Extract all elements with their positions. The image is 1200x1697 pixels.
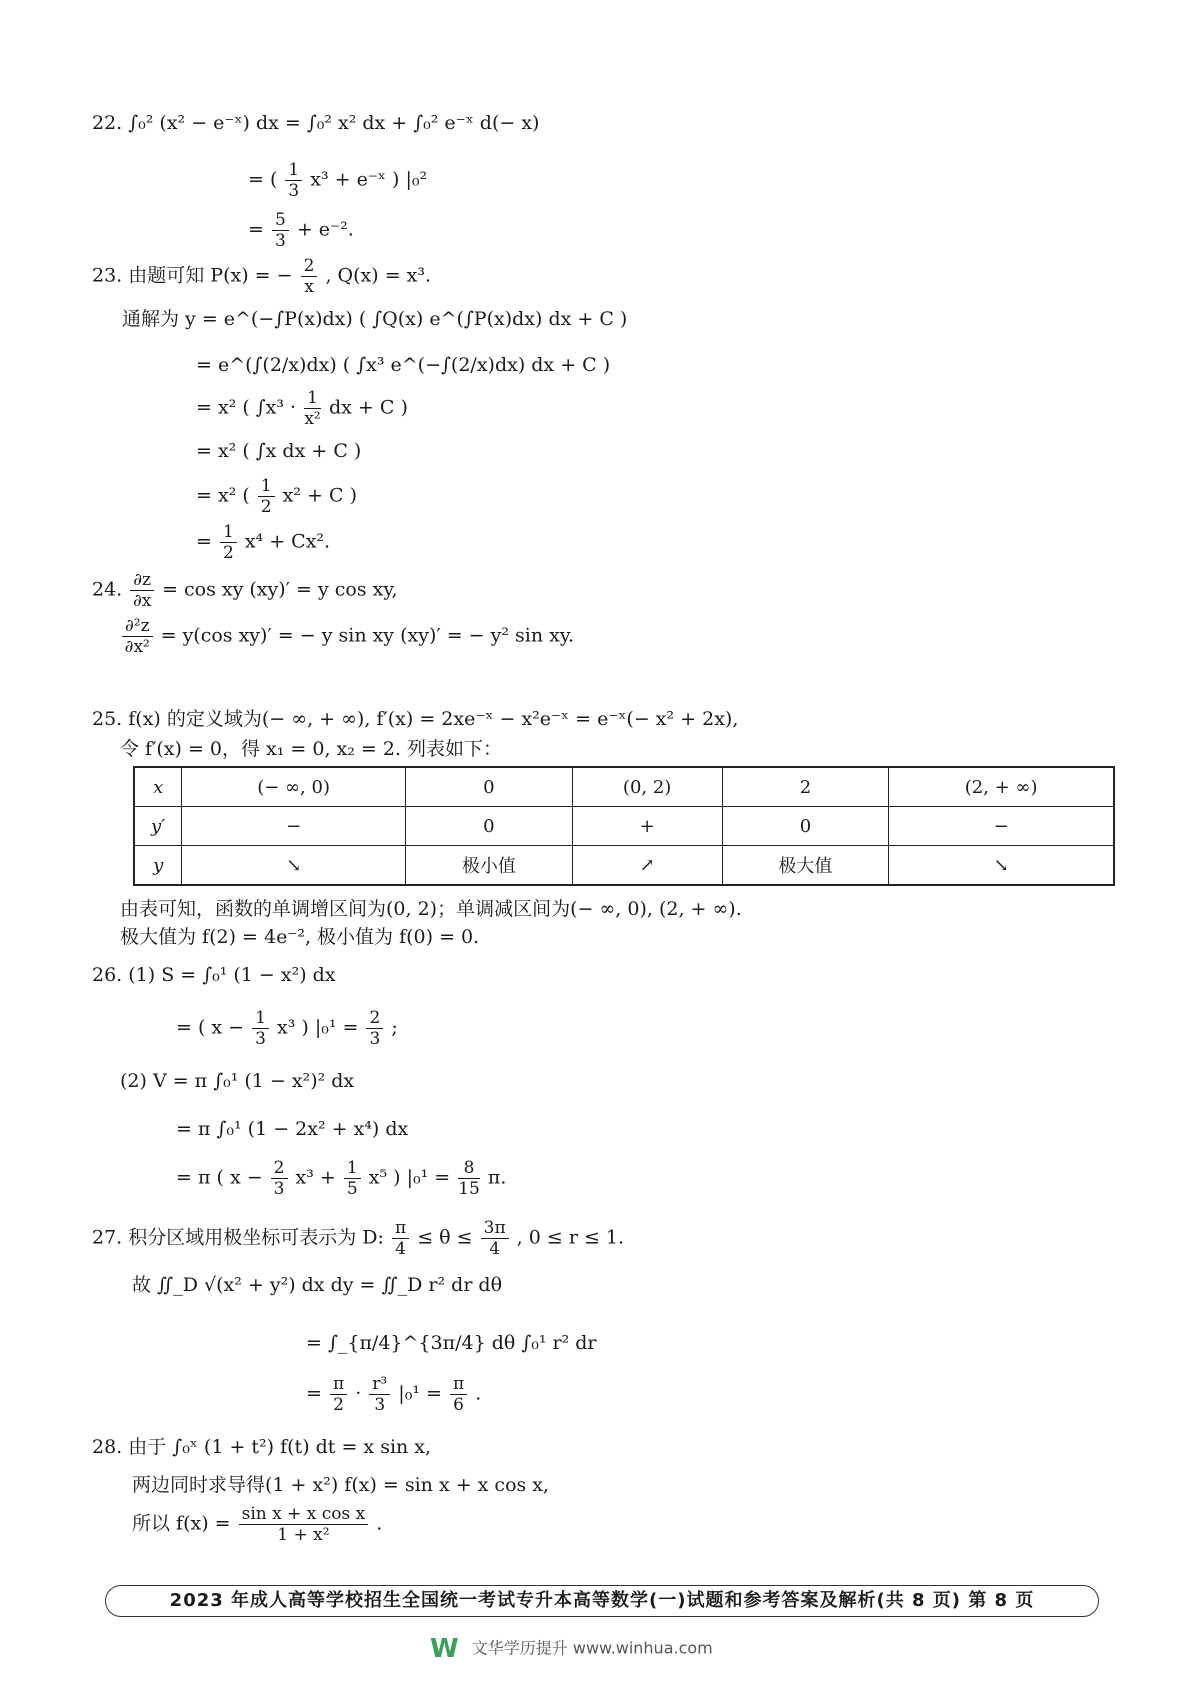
table-row — [134, 767, 1114, 807]
fraction: $\frac{\pi}{4}$ — [392, 1218, 409, 1259]
fraction: $\frac{\text{sin x + x cos x}}{\text{1 + x²}}$ — [239, 1504, 369, 1545]
fraction: $\frac{3\pi}{4}$ — [481, 1218, 509, 1259]
p23-line3: = e^(∫(2/x)dx) ( ∫x³ e^(−∫(2/x)dx) dx + C ) — [196, 354, 611, 376]
p24-line2: $\frac{\text{∂²z}}{\text{∂x²}}$ = y(cos xy)′ = − y sin xy (xy)′ = − y² sin xy. — [120, 616, 574, 657]
fraction: $\frac{\text{∂²z}}{\text{∂x²}}$ — [122, 616, 153, 657]
p23-line4: = x² ( ∫x³ · $\frac{1}{\text{x²}}$ dx + C ) — [196, 388, 408, 429]
p23-line2: 通解为 y = e^(−∫P(x)dx) ( ∫Q(x) e^(∫P(x)dx) dx + C ) — [122, 308, 628, 330]
p26-line2: = ( x − $\frac{1}{3}$ x³ ) |₀¹ = $\frac{2}{3}$ ; — [176, 1008, 398, 1049]
fraction: $\frac{1}{\text{x²}}$ — [304, 388, 321, 429]
p25-line1: 25. f(x) 的定义域为(− ∞, + ∞), f′(x) = 2xe⁻ˣ − x²e⁻ˣ = e⁻ˣ(− x² + 2x), — [92, 708, 739, 730]
table-cell: + — [572, 807, 722, 846]
fraction: $\frac{1}{3}$ — [285, 160, 302, 201]
table-cell: (− ∞, 0) — [182, 767, 406, 807]
p26-line3: (2) V = π ∫₀¹ (1 − x²)² dx — [120, 1070, 355, 1092]
table-cell: y′ — [134, 807, 182, 846]
fraction: $\frac{\text{r³}}{3}$ — [369, 1374, 390, 1415]
p22-line2-post: x³ + e⁻ˣ ) |₀² — [310, 168, 428, 191]
p23-line7: = $\frac{1}{2}$ x⁴ + Cx². — [196, 522, 331, 563]
p28-line1: 28. 由于 ∫₀ˣ (1 + t²) f(t) dt = x sin x, — [92, 1436, 432, 1458]
table-cell: ↗ — [572, 846, 722, 886]
p25-line3: 由表可知，函数的单调增区间为(0, 2)；单调减区间为(− ∞, 0), (2, + ∞). — [120, 898, 742, 920]
table-cell: ↘ — [889, 846, 1114, 886]
fraction: $\frac{2}{3}$ — [366, 1008, 383, 1049]
p27-line4: = $\frac{\pi}{2}$ · $\frac{\text{r³}}{3}$ |₀¹ = $\frac{\pi}{6}$ . — [306, 1374, 482, 1415]
watermark-brand — [430, 1634, 713, 1664]
p27-line3: = ∫_{π/4}^{3π/4} dθ ∫₀¹ r² dr — [306, 1332, 597, 1354]
p26-line1: 26. (1) S = ∫₀¹ (1 − x²) dx — [92, 964, 336, 986]
fraction: $\frac{2}{x}$ — [301, 256, 318, 297]
table-cell: 0 — [722, 807, 889, 846]
table-cell: 2 — [722, 767, 889, 807]
p27-line1: 27. 积分区域用极坐标可表示为 D: $\frac{\pi}{4}$ ≤ θ ≤ $\frac{3\pi}{4}$ , 0 ≤ r ≤ 1. — [92, 1218, 625, 1259]
p27-line2: 故 ∬_D √(x² + y²) dx dy = ∬_D r² dr dθ — [132, 1274, 503, 1296]
table-cell: − — [889, 807, 1114, 846]
sign-table — [133, 766, 1115, 886]
table-cell: y — [134, 846, 182, 886]
p23-line6: = x² ( $\frac{1}{2}$ x² + C ) — [196, 476, 357, 517]
fraction: $\frac{2}{3}$ — [271, 1158, 288, 1199]
table-cell: 0 — [405, 767, 572, 807]
table-cell: − — [182, 807, 406, 846]
p22-line2-pre: = ( — [248, 168, 278, 191]
fraction: $\frac{1}{2}$ — [220, 522, 237, 563]
table-row — [134, 807, 1114, 846]
table-cell: 0 — [405, 807, 572, 846]
fraction: $\frac{1}{5}$ — [344, 1158, 361, 1199]
p24-line1: 24. $\frac{\partial z}{\partial x}$ = cos xy (xy)′ = y cos xy, — [92, 570, 398, 611]
winhua-logo-icon: W — [430, 1634, 459, 1664]
p26-line4: = π ∫₀¹ (1 − 2x² + x⁴) dx — [176, 1118, 409, 1140]
p28-line2: 两边同时求导得(1 + x²) f(x) = sin x + x cos x, — [132, 1474, 550, 1496]
p22-line1: 22. ∫₀² (x² − e⁻ˣ) dx = ∫₀² x² dx + ∫₀² e⁻ˣ d(− x) — [92, 112, 540, 134]
p22-line2 — [248, 160, 427, 201]
fraction: $\frac{\pi}{2}$ — [330, 1374, 347, 1415]
table-cell: ↘ — [182, 846, 406, 886]
p26-line5: = π ( x − $\frac{2}{3}$ x³ + $\frac{1}{5}$ x⁵ ) |₀¹ = $\frac{8}{15}$ π. — [176, 1158, 507, 1199]
table-cell: x — [134, 767, 182, 807]
p23-line1: 23. 由题可知 P(x) = − $\frac{2}{x}$ , Q(x) = x³. — [92, 256, 432, 297]
fraction: $\frac{1}{3}$ — [252, 1008, 269, 1049]
p28-line3: 所以 f(x) = $\frac{\text{sin x + x cos x}}{\text{1 + x²}}$ . — [132, 1504, 383, 1545]
p25-line2: 令 f′(x) = 0，得 x₁ = 0, x₂ = 2. 列表如下： — [120, 738, 503, 760]
table-cell: (0, 2) — [572, 767, 722, 807]
table-row — [134, 846, 1114, 886]
fraction: $\frac{1}{2}$ — [258, 476, 275, 517]
p22-line3: = $\frac{5}{3}$ + e⁻². — [248, 210, 354, 251]
fraction: $\frac{5}{3}$ — [272, 210, 289, 251]
brand-text: 文华学历提升 www.winhua.com — [471, 1638, 713, 1658]
page-footer: 2023 年成人高等学校招生全国统一考试专升本高等数学(一)试题和参考答案及解析(共 8 页) 第 8 页 — [105, 1585, 1099, 1617]
fraction: $\frac{\partial z}{\partial x}$ — [130, 570, 154, 611]
fraction: $\frac{\pi}{6}$ — [450, 1374, 467, 1415]
p23-line5: = x² ( ∫x dx + C ) — [196, 440, 362, 462]
table-cell: 极小值 — [405, 846, 572, 886]
table-cell: 极大值 — [722, 846, 889, 886]
p25-line4: 极大值为 f(2) = 4e⁻², 极小值为 f(0) = 0. — [120, 926, 480, 948]
fraction: $\frac{8}{15}$ — [458, 1158, 480, 1199]
table-cell: (2, + ∞) — [889, 767, 1114, 807]
